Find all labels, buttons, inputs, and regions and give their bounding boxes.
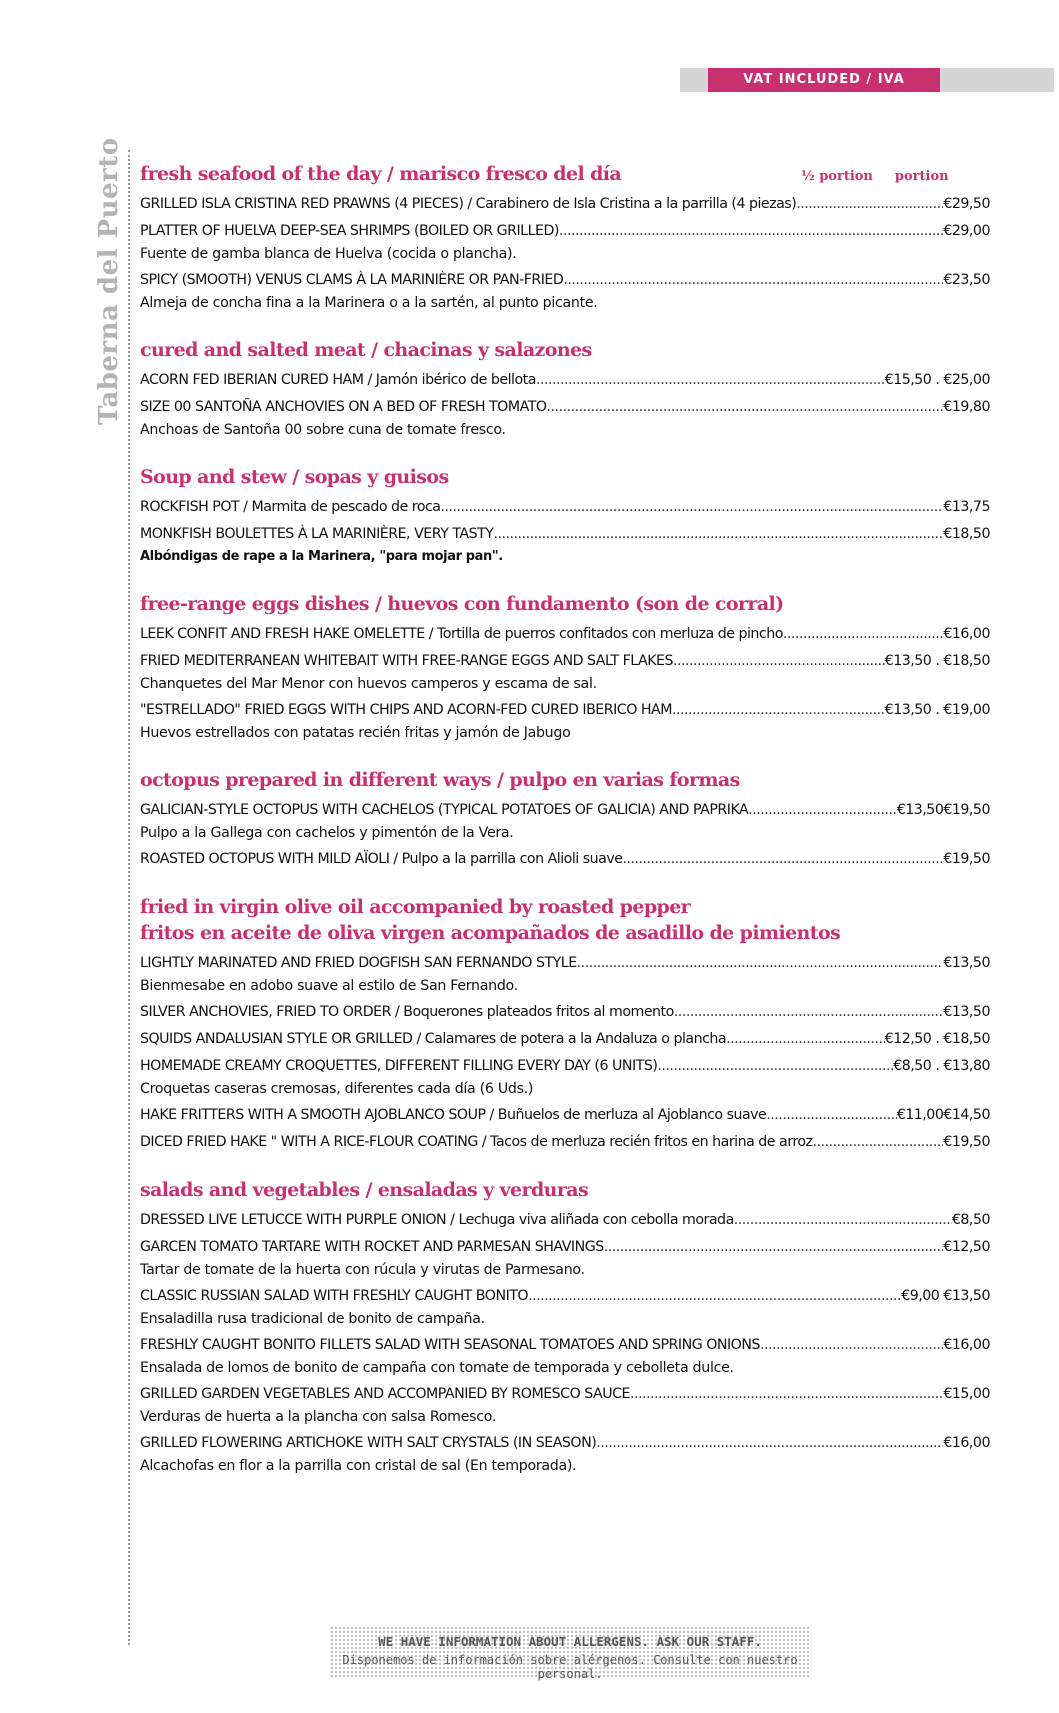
menu-item — [140, 522, 990, 568]
section-header — [140, 766, 990, 798]
item-name: ROCKFISH POT / Marmita de pescado de roca — [140, 499, 441, 515]
item-name: SQUIDS ANDALUSIAN STYLE OR GRILLED / Calamares de potera a la Andaluza o plancha — [140, 1031, 727, 1047]
item-name: GRILLED GARDEN VEGETABLES AND ACCOMPANIED BY ROMESCO SAUCE — [140, 1386, 630, 1402]
menu-item-line — [140, 1027, 990, 1051]
menu-item-line — [140, 1431, 990, 1455]
menu-item-line — [140, 1235, 990, 1259]
menu-item — [140, 649, 990, 695]
side-title: Taberna del Puerto — [94, 137, 124, 425]
section-header — [140, 160, 990, 192]
dot-leader — [726, 1027, 885, 1051]
menu-item-line — [140, 395, 990, 419]
menu-item — [140, 1208, 990, 1232]
menu-item — [140, 192, 990, 216]
menu-item-line — [140, 847, 990, 871]
section-header — [140, 1176, 990, 1208]
section-title: Soup and stew / sopas y guisos — [140, 466, 449, 488]
menu-item-line — [140, 268, 990, 292]
menu-item-line — [140, 495, 990, 519]
section-header — [140, 590, 990, 622]
item-description: Huevos estrellados con patatas recién fritas y jamón de Jabugo — [140, 725, 571, 741]
side-dotted-rule — [128, 150, 130, 1645]
item-name: SILVER ANCHOVIES, FRIED TO ORDER / Boquerones plateados fritos al momento — [140, 1004, 674, 1020]
dot-leader — [622, 847, 943, 871]
item-name: HAKE FRITTERS WITH A SMOOTH AJOBLANCO SOUP / Buñuelos de merluza al Ajoblanco suave — [140, 1107, 767, 1123]
menu-content — [140, 160, 990, 1499]
menu-item — [140, 1054, 990, 1100]
allergen-notice — [330, 1626, 810, 1681]
dot-leader — [604, 1235, 944, 1259]
menu-item — [140, 268, 990, 314]
item-name: DICED FRIED HAKE " WITH A RICE-FLOUR COATING / Tacos de merluza recién fritos en harina de arroz — [140, 1134, 813, 1150]
item-price: €29,00 — [943, 223, 990, 239]
menu-item — [140, 1000, 990, 1024]
item-description: Almeja de concha fina a la Marinera o a la sartén, al punto picante. — [140, 295, 598, 311]
item-price: €12,50 . €18,50 — [884, 1031, 990, 1047]
dot-leader — [596, 1431, 943, 1455]
dot-leader — [657, 1054, 893, 1078]
allergen-notice-es: Disponemos de información sobre alérgenos. Consulte con nuestro personal. — [342, 1653, 798, 1681]
menu-item-line — [140, 522, 990, 546]
dot-leader — [748, 798, 897, 822]
item-name: SIZE 00 SANTOÑA ANCHOVIES ON A BED OF FRESH TOMATO — [140, 399, 547, 415]
item-description: Alcachofas en flor a la parrilla con cristal de sal (En temporada). — [140, 1458, 577, 1474]
item-price: €19,50 — [943, 851, 990, 867]
item-price: €13,50 . €19,00 — [884, 702, 990, 718]
section-title: octopus prepared in different ways / pulpo en varias formas — [140, 769, 740, 791]
half-portion-label: ½ portion — [801, 169, 873, 184]
item-description: Bienmesabe en adobo suave al estilo de San Fernando. — [140, 978, 518, 994]
section-title: free-range eggs dishes / huevos con fundamento (son de corral) — [140, 593, 784, 615]
menu-item-line — [140, 622, 990, 646]
dot-leader — [766, 1103, 896, 1127]
item-price: €15,50 . €25,00 — [884, 372, 990, 388]
portion-label: portion — [894, 169, 949, 184]
item-description: Croquetas caseras cremosas, diferentes cada día (6 Uds.) — [140, 1081, 534, 1097]
item-price: €13,75 — [943, 499, 990, 515]
item-name: LIGHTLY MARINATED AND FRIED DOGFISH SAN FERNANDO STYLE — [140, 955, 577, 971]
item-name: DRESSED LIVE LETUCCE WITH PURPLE ONION / Lechuga viva aliñada con cebolla morada — [140, 1212, 734, 1228]
item-description: Verduras de huerta a la plancha con salsa Romesco. — [140, 1409, 497, 1425]
dot-leader — [441, 495, 944, 519]
item-price: €13,50€19,50 — [896, 802, 990, 818]
item-name: LEEK CONFIT AND FRESH HAKE OMELETTE / Tortilla de puerros confitados con merluza de pincho — [140, 626, 783, 642]
dot-leader — [547, 395, 944, 419]
item-price: €18,50 — [943, 526, 990, 542]
item-price: €13,50 — [943, 1004, 990, 1020]
menu-item-line — [140, 798, 990, 822]
menu-section — [140, 160, 990, 314]
dot-leader — [536, 368, 885, 392]
item-name: SPICY (SMOOTH) VENUS CLAMS À LA MARINIÈRE OR PAN-FRIED — [140, 272, 564, 288]
menu-item-line — [140, 698, 990, 722]
section-title: salads and vegetables / ensaladas y verduras — [140, 1179, 589, 1201]
menu-item-line — [140, 1284, 990, 1308]
dot-leader — [563, 268, 943, 292]
item-name: FRIED MEDITERRANEAN WHITEBAIT WITH FREE-RANGE EGGS AND SALT FLAKES — [140, 653, 673, 669]
item-price: €16,00 — [943, 1435, 990, 1451]
item-name: "ESTRELLADO" FRIED EGGS WITH CHIPS AND ACORN-FED CURED IBERICO HAM — [140, 702, 673, 718]
menu-section — [140, 893, 990, 1154]
item-price: €12,50 — [943, 1239, 990, 1255]
menu-section — [140, 463, 990, 568]
menu-item — [140, 798, 990, 844]
vat-label: VAT INCLUDED / IVA — [708, 68, 940, 92]
item-price: €16,00 — [943, 1337, 990, 1353]
item-price: €9,00 €13,50 — [901, 1288, 990, 1304]
menu-item — [140, 368, 990, 392]
dot-leader — [734, 1208, 952, 1232]
menu-item — [140, 951, 990, 997]
menu-item — [140, 1284, 990, 1330]
menu-item-line — [140, 219, 990, 243]
section-title: fresh seafood of the day / marisco fresco del día — [140, 163, 622, 185]
menu-item — [140, 219, 990, 265]
item-name: PLATTER OF HUELVA DEEP-SEA SHRIMPS (BOILED OR GRILLED) — [140, 223, 559, 239]
menu-item-line — [140, 951, 990, 975]
item-name: GRILLED ISLA CRISTINA RED PRAWNS (4 PIECES) / Carabinero de Isla Cristina a la parrilla (4 piezas) — [140, 196, 797, 212]
item-description: Ensalada de lomos de bonito de campaña con tomate de temporada y cebolleta dulce. — [140, 1360, 734, 1376]
menu-item — [140, 495, 990, 519]
allergen-notice-en: WE HAVE INFORMATION ABOUT ALLERGENS. ASK OUR STAFF. — [378, 1634, 762, 1649]
menu-section — [140, 336, 990, 441]
menu-item-line — [140, 368, 990, 392]
menu-item — [140, 1431, 990, 1477]
item-price: €8,50 — [951, 1212, 990, 1228]
item-price: €15,00 — [943, 1386, 990, 1402]
dot-leader — [796, 192, 943, 216]
item-name: HOMEMADE CREAMY CROQUETTES, DIFFERENT FILLING EVERY DAY (6 UNITS) — [140, 1058, 658, 1074]
dot-leader — [673, 649, 885, 673]
menu-item — [140, 622, 990, 646]
item-name: ACORN FED IBERIAN CURED HAM / Jamón ibérico de bellota — [140, 372, 536, 388]
section-title: fried in virgin olive oil accompanied by roasted pepper — [140, 896, 691, 918]
menu-item — [140, 1130, 990, 1154]
dot-leader — [760, 1333, 943, 1357]
menu-item-line — [140, 1000, 990, 1024]
section-header — [140, 336, 990, 368]
menu-item — [140, 1027, 990, 1051]
item-name: GARCEN TOMATO TARTARE WITH ROCKET AND PARMESAN SHAVINGS — [140, 1239, 604, 1255]
item-price: €11,00€14,50 — [896, 1107, 990, 1123]
menu-item-line — [140, 1333, 990, 1357]
menu-section — [140, 1176, 990, 1477]
menu-item-line — [140, 649, 990, 673]
menu-item-line — [140, 1103, 990, 1127]
dot-leader — [528, 1284, 901, 1308]
item-description: Chanquetes del Mar Menor con huevos camperos y escama de sal. — [140, 676, 597, 692]
menu-item — [140, 1235, 990, 1281]
item-price: €8,50 . €13,80 — [893, 1058, 990, 1074]
menu-item-line — [140, 1130, 990, 1154]
item-description: Fuente de gamba blanca de Huelva (cocida o plancha). — [140, 246, 517, 262]
menu-item — [140, 395, 990, 441]
section-subtitle: fritos en aceite de oliva virgen acompañados de asadillo de pimientos — [140, 922, 841, 944]
item-name: MONKFISH BOULETTES À LA MARINIÈRE, VERY TASTY — [140, 526, 494, 542]
dot-leader — [674, 1000, 944, 1024]
item-name: GALICIAN-STYLE OCTOPUS WITH CACHELOS (TYPICAL POTATOES OF GALICIA) AND PAPRIKA — [140, 802, 749, 818]
dot-leader — [577, 951, 944, 975]
item-description: Tartar de tomate de la huerta con rúcula y virutas de Parmesano. — [140, 1262, 585, 1278]
dot-leader — [672, 698, 885, 722]
item-description: Albóndigas de rape a la Marinera, "para mojar pan". — [140, 549, 503, 564]
menu-item — [140, 847, 990, 871]
section-title: cured and salted meat / chacinas y salazones — [140, 339, 592, 361]
dot-leader — [493, 522, 943, 546]
dot-leader — [812, 1130, 943, 1154]
item-name: GRILLED FLOWERING ARTICHOKE WITH SALT CRYSTALS (IN SEASON) — [140, 1435, 597, 1451]
item-name: ROASTED OCTOPUS WITH MILD AÏOLI / Pulpo a la parrilla con Alioli suave — [140, 851, 623, 867]
item-description: Pulpo a la Gallega con cachelos y pimentón de la Vera. — [140, 825, 514, 841]
section-header — [140, 463, 990, 495]
menu-item — [140, 1103, 990, 1127]
menu-section — [140, 766, 990, 871]
menu-item-line — [140, 192, 990, 216]
dot-leader — [783, 622, 943, 646]
menu-item-line — [140, 1382, 990, 1406]
item-description: Anchoas de Santoña 00 sobre cuna de tomate fresco. — [140, 422, 506, 438]
item-price: €13,50 — [943, 955, 990, 971]
item-price: €23,50 — [943, 272, 990, 288]
menu-item — [140, 698, 990, 744]
item-price: €13,50 . €18,50 — [884, 653, 990, 669]
dot-leader — [630, 1382, 943, 1406]
menu-section — [140, 590, 990, 744]
menu-item — [140, 1382, 990, 1428]
menu-item-line — [140, 1054, 990, 1078]
dot-leader — [559, 219, 943, 243]
menu-item — [140, 1333, 990, 1379]
item-price: €19,50 — [943, 1134, 990, 1150]
item-price: €29,50 — [943, 196, 990, 212]
item-name: CLASSIC RUSSIAN SALAD WITH FRESHLY CAUGHT BONITO — [140, 1288, 529, 1304]
item-price: €19,80 — [943, 399, 990, 415]
item-description: Ensaladilla rusa tradicional de bonito de campaña. — [140, 1311, 485, 1327]
item-price: €16,00 — [943, 626, 990, 642]
menu-item-line — [140, 1208, 990, 1232]
item-name: FRESHLY CAUGHT BONITO FILLETS SALAD WITH SEASONAL TOMATOES AND SPRING ONIONS — [140, 1337, 760, 1353]
